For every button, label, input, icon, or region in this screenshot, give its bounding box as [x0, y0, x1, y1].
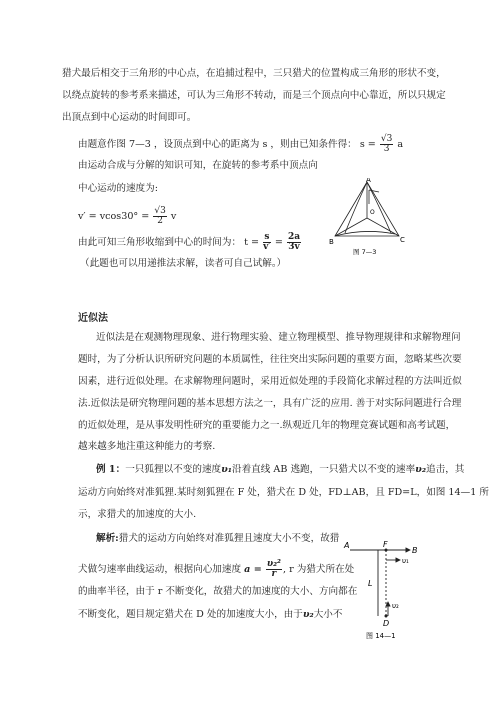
- text-line: 的曲率半径，由于 r 不断变化，故猎犬的加速度的大小、方向都在: [78, 586, 358, 597]
- equation-line-time: 由此可知三角形收缩到中心的时间为： t = $\frac{s}{v'}$ = $\frac{2a}{3v}$: [78, 232, 301, 252]
- note-line: （此题也可以用递推法求解，读者可自己试解。）: [80, 258, 287, 269]
- figure-caption: 图 14—1: [366, 632, 396, 640]
- figure-caption: 图 7—3: [353, 248, 377, 256]
- label-a: A: [344, 541, 350, 550]
- text-line: 近似法是在观测物理现象、进行物理实验、建立物理模型、推导物理规律和求解物理问: [96, 332, 461, 343]
- solution-line: 犬做匀速率曲线运动，根据向心加速度 a = $\frac{\text{υ₂²}}{r}$ , r 为猎犬所在处: [78, 559, 355, 579]
- fraction: $\frac{s}{v'}$: [263, 232, 271, 252]
- hound-point: [385, 615, 388, 618]
- fraction: $\frac{√3}{2}$: [154, 206, 166, 226]
- text-line: 猎犬最后相交于三角形的中心点，在追捕过程中，三只猎犬的位置构成三角形的形状不变，: [62, 68, 446, 79]
- example-line: 例 1：一只狐狸以不变的速度υ₁沿着直线 AB 逃跑，一只猎犬以不变的速率υ₂追击，其: [96, 464, 465, 475]
- fraction: $\frac{√3}{3}$: [380, 134, 393, 154]
- median-line: [367, 218, 399, 236]
- text-line: 示，求猎犬的加速度的大小.: [78, 509, 197, 520]
- trajectory-curve: [335, 231, 395, 236]
- velocity-arrow: [369, 190, 379, 192]
- text-line: 由运动合成与分解的知识可知，在旋转的参考系中顶点向: [78, 160, 318, 171]
- solution-line: 解析:猎犬的运动方向始终对准狐狸且速度大小不变，故猎: [96, 533, 340, 544]
- label-o: O: [370, 209, 375, 216]
- solution-line: 不断变化，题目规定猎犬在 D 处的加速度大小，由于υ₂大小不: [78, 609, 343, 620]
- label-d: D: [383, 619, 390, 628]
- figure-14-1: [340, 540, 430, 640]
- label-b: B: [412, 546, 418, 555]
- section-heading: 近似法: [78, 313, 108, 324]
- text-line: 以绕点旋转的参考系来描述，可认为三角形不转动，而是三个顶点向中心靠近，所以只规定: [62, 90, 446, 101]
- equation-line-velocity: v′ = vcos30° = $\frac{√3}{2}$ v: [78, 206, 177, 226]
- label-v2: υ₂: [392, 602, 399, 610]
- text-line: 因素，进行近似处理。在求解物理问题时，采用近似处理的手段简化求解过程的方法叫近似: [78, 376, 462, 387]
- label-l: L: [368, 579, 373, 588]
- text-line: 运动方向始终对准狐狸.某时刻狐狸在 F 处，猎犬在 D 处，FD⊥AB，且 FD=L，如图 14—1 所: [78, 487, 489, 498]
- trajectory-curve: [367, 182, 391, 233]
- text-line: 中心运动的速度为:: [78, 183, 158, 194]
- fraction: $\frac{2a}{3v}$: [287, 232, 301, 252]
- label-c: C: [400, 236, 405, 244]
- equation-line-s: 由题意作图 7—3 ，设顶点到中心的距离为 s ，则由已知条件得： s = $\frac{√3}{3}$ a: [78, 134, 404, 154]
- text-line: 题时，为了分析认识所研究问题的本质属性，往往突出实际问题的重要方面，忽略某些次要: [78, 354, 462, 365]
- text-line: 出顶点到中心运动的时间即可。: [62, 112, 197, 123]
- trajectory-curve: [345, 182, 367, 233]
- label-v1: υ₁: [402, 557, 409, 565]
- label-b: B: [329, 238, 334, 246]
- figure-7-3: [325, 178, 415, 258]
- text-line: 法.近似法是研究物理问题的基本思想方法之一，具有广泛的应用. 善于对实际问题进行合理: [78, 398, 462, 409]
- text-line: 越来越多地注重这种能力的考察.: [78, 441, 216, 452]
- median-line: [335, 218, 367, 236]
- label-a: A: [366, 178, 371, 184]
- label-f: F: [383, 540, 388, 549]
- fraction: $\frac{\text{υ₂²}}{r}$: [266, 559, 281, 579]
- text-line: 的近似处理，是从事发明性研究的重要能力之一.纵观近几年的物理竞赛试题和高考试题，: [78, 420, 456, 431]
